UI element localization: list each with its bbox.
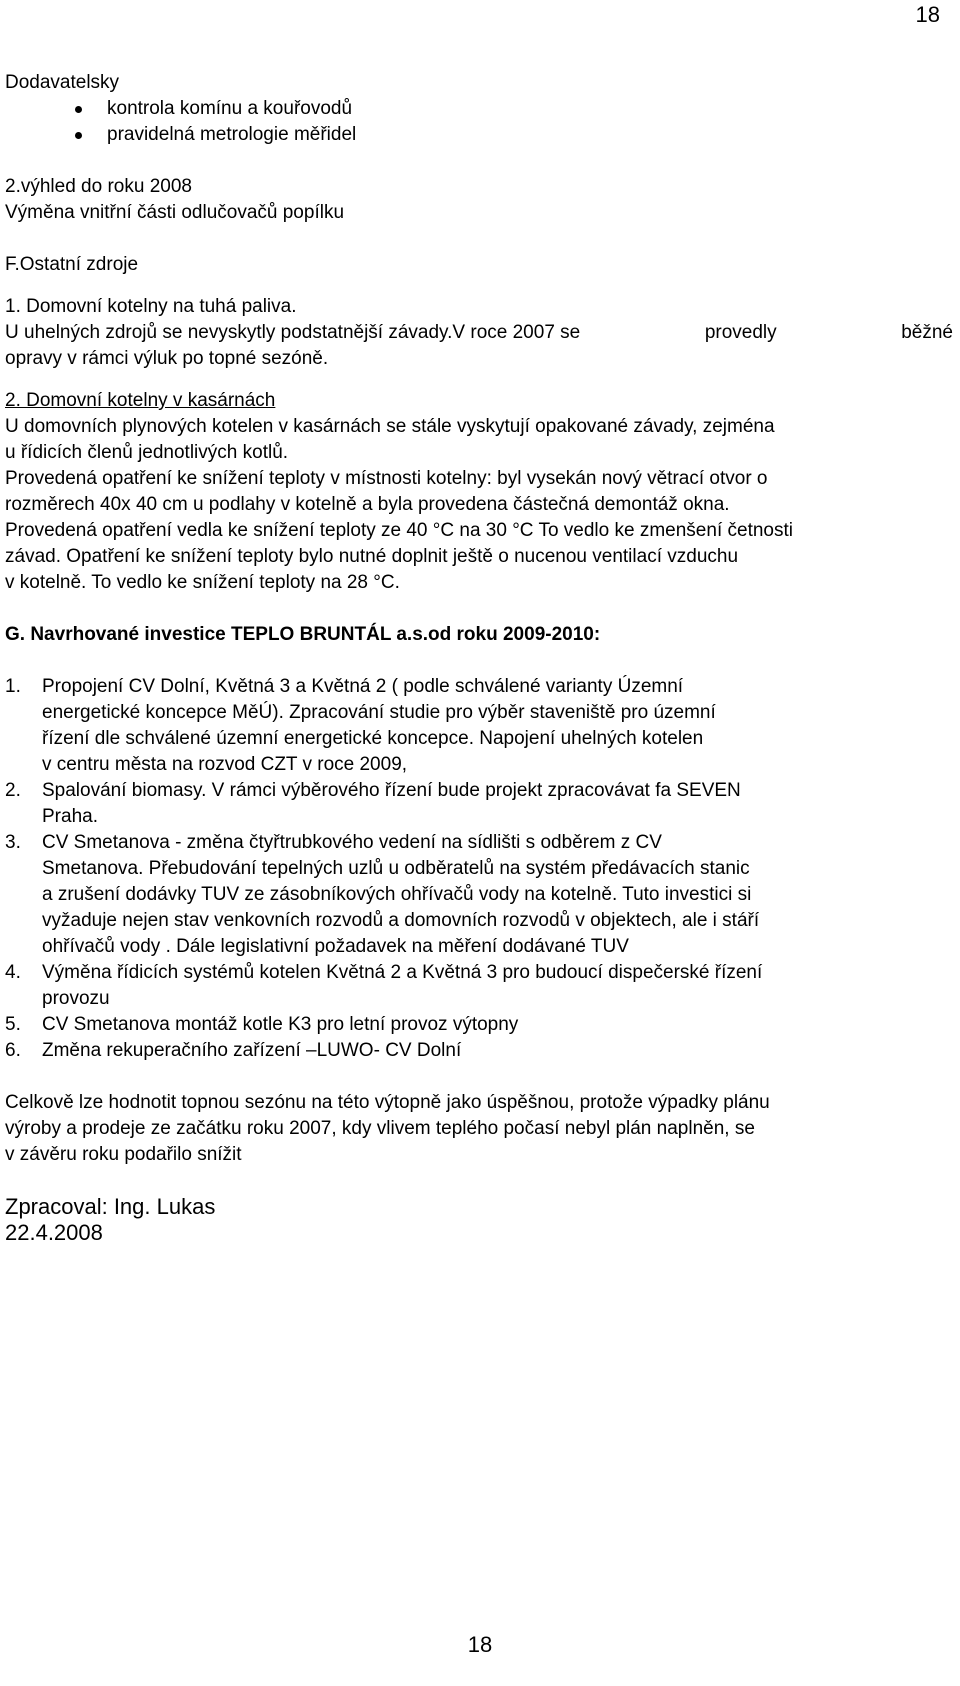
investment-item-2: 2. Spalování biomasy. V rámci výběrového řízení bude projekt zpracovávat fa SEVEN Praha.: [5, 780, 741, 827]
section-f-item-1-title: 1. Domovní kotelny na tuhá paliva.: [5, 296, 297, 317]
item-number: 6.: [5, 1040, 21, 1061]
summary-line: výroby a prodeje ze začátku roku 2007, kdy vlivem teplého počasí nebyl plán naplněn, se: [5, 1118, 755, 1139]
summary: [5, 1090, 953, 1168]
section-g: [5, 622, 953, 1064]
outlook-text: Výměna vnitřní části odlučovačů popílku: [5, 202, 345, 223]
summary-line: v závěru roku podařilo snížit: [5, 1144, 242, 1165]
investment-item-4: 4. Výměna řídicích systémů kotelen Květná 2 a Květná 3 pro budoucí dispečerské řízení provozu: [5, 962, 763, 1009]
section-f-item-1-line: U uhelných zdrojů se nevyskytly podstatnější závady.V roce 2007 se provedly běžné: [5, 322, 953, 343]
section-f-item-2-line: Provedená opatření vedla ke snížení teploty ze 40 °C na 30 °C To vedlo ke zmenšení četnosti: [5, 520, 793, 541]
bullet-list: [5, 96, 953, 148]
signature: [5, 1194, 953, 1246]
section-f-item-2-title: 2. Domovní kotelny v kasárnách: [5, 390, 276, 411]
document-body: [5, 70, 953, 1246]
section-dodavatelsky: [5, 70, 953, 148]
section-g-heading: G. Navrhované investice TEPLO BRUNTÁL a.s.od roku 2009-2010:: [5, 624, 601, 645]
investment-item-1: 1. Propojení CV Dolní, Květná 3 a Květná 2 ( podle schválené varianty Územní energetické koncepce MěÚ). Zpracování studie pro výběr staveniště pro územní řízení dle schválené územní energetické koncepce. Napojení uhelných kotelen v centru města na rozvod CZT v roce 2009,: [5, 676, 716, 775]
item-number: 2.: [5, 780, 21, 801]
signature-date: 22.4.2008: [5, 1220, 103, 1245]
bullet-item: pravidelná metrologie měřidel: [107, 122, 953, 148]
section-f-item-2-line: závad. Opatření ke snížení teploty bylo nutné doplnit ještě o nucenou ventilací vzduchu: [5, 546, 739, 567]
section-f-item-2-line: u řídicích členů jednotlivých kotlů.: [5, 442, 289, 463]
section-f-item-1-line: opravy v rámci výluk po topné sezóně.: [5, 348, 329, 369]
section-outlook: [5, 174, 953, 226]
item-number: 1.: [5, 676, 21, 697]
investment-item-6: 6. Změna rekuperačního zařízení –LUWO- CV Dolní: [5, 1038, 953, 1064]
investment-item-3: 3. CV Smetanova - změna čtyřtrubkového vedení na sídlišti s odběrem z CV Smetanova. Přebudování tepelných uzlů u odběratelů na systém předávacích stanic a zrušení dodávky TUV ze zásobníkových ohřívačů vody na kotelně. Tuto investici si vyžaduje nejen stav venkovních rozvodů a domovních rozvodů v objektech, ale i stáří ohřívačů vody . Dále legislativní požadavek na měření dodávané TUV: [5, 832, 760, 957]
section-f-item-2-line: v kotelně. To vedlo ke snížení teploty na 28 °C.: [5, 572, 400, 593]
investment-item-5: 5. CV Smetanova montáž kotle K3 pro letní provoz výtopny: [5, 1012, 953, 1038]
item-number: 3.: [5, 832, 21, 853]
section-f-heading: F.Ostatní zdroje: [5, 254, 139, 275]
section-f: [5, 252, 953, 596]
section-f-item-2-line: Provedená opatření ke snížení teploty v místnosti kotelny: byl vysekán nový větrací otvor o: [5, 468, 768, 489]
section-f-item-2-line: rozměrech 40x 40 cm u podlahy v kotelně a byla provedena částečná demontáž okna.: [5, 494, 730, 515]
prepared-by: Zpracoval: Ing. Lukas: [5, 1194, 216, 1219]
page-number-top: 18: [915, 2, 940, 27]
bullet-item: kontrola komínu a kouřovodů: [107, 96, 953, 122]
item-number: 4.: [5, 962, 21, 983]
summary-line: Celkově lze hodnotit topnou sezónu na této výtopně jako úspěšnou, protože výpadky plánu: [5, 1092, 770, 1113]
outlook-heading: 2.výhled do roku 2008: [5, 176, 192, 197]
page-number-bottom: 18: [467, 1632, 493, 1657]
item-number: 5.: [5, 1014, 21, 1035]
section-title: Dodavatelsky: [5, 72, 120, 93]
section-f-item-2-line: U domovních plynových kotelen v kasárnách se stále vyskytují opakované závady, zejména: [5, 416, 775, 437]
